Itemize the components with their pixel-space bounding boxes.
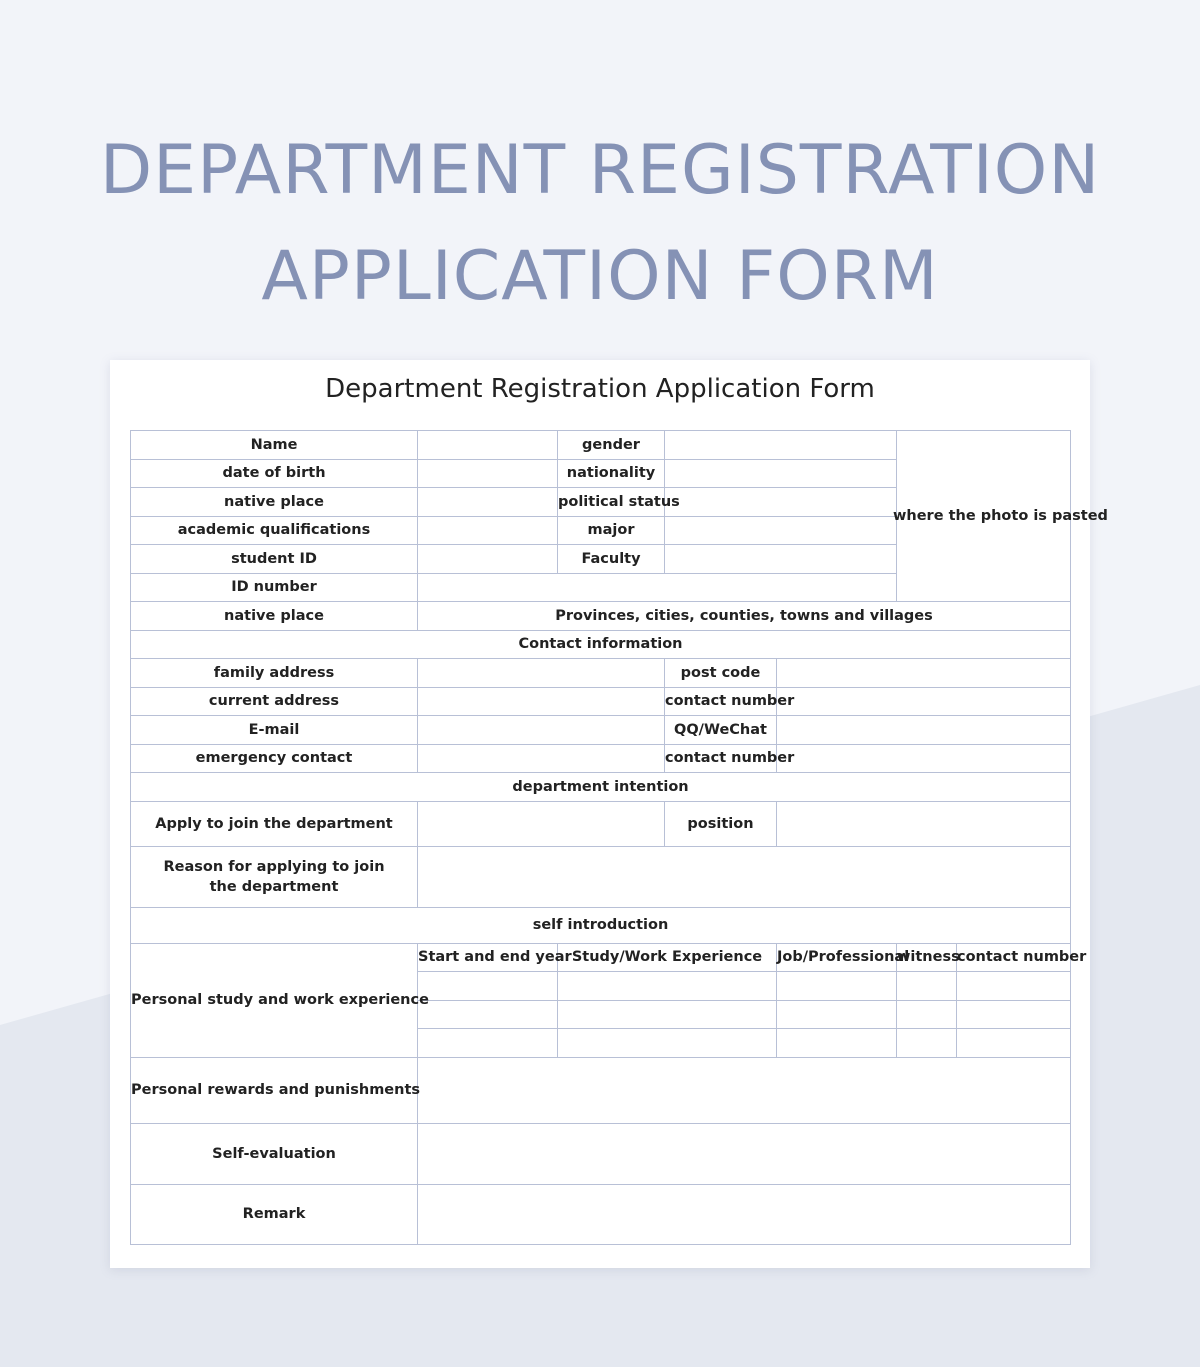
- column-header-study-work-experience: Study/Work Experience: [558, 943, 777, 972]
- column-header-job-professional: Job/Professional: [777, 943, 897, 972]
- table-row: [131, 687, 1071, 716]
- input-nationality[interactable]: [665, 459, 897, 488]
- cell-contact-number[interactable]: [957, 972, 1071, 1001]
- label-native-place-2: native place: [131, 602, 418, 631]
- input-faculty[interactable]: [665, 545, 897, 574]
- input-political-status[interactable]: [665, 488, 897, 517]
- label-date-of-birth: date of birth: [131, 459, 418, 488]
- label-family-address: family address: [131, 659, 418, 688]
- input-gender[interactable]: [665, 431, 897, 460]
- input-qq-wechat[interactable]: [777, 716, 1071, 745]
- table-row: [131, 1123, 1071, 1184]
- input-name[interactable]: [418, 431, 558, 460]
- table-row: [131, 602, 1071, 631]
- cell-study-work-experience[interactable]: [558, 1029, 777, 1058]
- cell-study-work-experience[interactable]: [558, 972, 777, 1001]
- input-student-id[interactable]: [418, 545, 558, 574]
- table-row: [131, 431, 1071, 460]
- cell-start-end-year[interactable]: [418, 1029, 558, 1058]
- input-emergency-contact-number[interactable]: [777, 744, 1071, 773]
- label-email: E-mail: [131, 716, 418, 745]
- section-header-department-intention: department intention: [131, 773, 1071, 802]
- label-post-code: post code: [665, 659, 777, 688]
- input-remark[interactable]: [418, 1184, 1071, 1244]
- column-header-witness: witness: [897, 943, 957, 972]
- registration-form-table: [130, 430, 1108, 1245]
- form-sheet: [110, 360, 1108, 1268]
- input-contact-number[interactable]: [777, 687, 1071, 716]
- table-row: [131, 846, 1071, 907]
- input-current-address[interactable]: [418, 687, 665, 716]
- column-header-contact-number: contact number: [957, 943, 1071, 972]
- section-header-self-introduction: self introduction: [131, 907, 1071, 943]
- label-student-id: student ID: [131, 545, 418, 574]
- table-row: [131, 744, 1071, 773]
- input-family-address[interactable]: [418, 659, 665, 688]
- cell-start-end-year[interactable]: [418, 972, 558, 1001]
- label-contact-number: contact number: [665, 687, 777, 716]
- table-row: [131, 659, 1071, 688]
- table-row: [131, 907, 1071, 943]
- hero-line-2: APPLICATION FORM: [261, 237, 939, 316]
- label-academic-qualifications: academic qualifications: [131, 516, 418, 545]
- input-native-place[interactable]: [418, 488, 558, 517]
- cell-contact-number[interactable]: [957, 1029, 1071, 1058]
- input-post-code[interactable]: [777, 659, 1071, 688]
- table-row: [131, 801, 1071, 846]
- input-major[interactable]: [665, 516, 897, 545]
- cell-job-professional[interactable]: [777, 1029, 897, 1058]
- column-header-start-end-year: Start and end year: [418, 943, 558, 972]
- input-reason[interactable]: [418, 846, 1071, 907]
- label-name: Name: [131, 431, 418, 460]
- input-apply-department[interactable]: [418, 801, 665, 846]
- label-major: major: [558, 516, 665, 545]
- input-native-place-detail[interactable]: Provinces, cities, counties, towns and villages: [418, 602, 1071, 631]
- cell-contact-number[interactable]: [957, 1000, 1071, 1029]
- input-rewards-punishments[interactable]: [418, 1057, 1071, 1123]
- table-row: [131, 1184, 1071, 1244]
- photo-area[interactable]: [893, 431, 1108, 602]
- input-self-evaluation[interactable]: [418, 1123, 1071, 1184]
- hero-heading: [0, 118, 1200, 330]
- label-gender: gender: [558, 431, 665, 460]
- label-rewards-punishments: Personal rewards and punishments: [131, 1057, 418, 1123]
- label-emergency-contact: emergency contact: [131, 744, 418, 773]
- cell-start-end-year[interactable]: [418, 1000, 558, 1029]
- photo-placeholder-text: where the photo is pasted: [893, 508, 1108, 524]
- label-id-number: ID number: [131, 573, 418, 602]
- input-email[interactable]: [418, 716, 665, 745]
- label-reason: Reason for applying to join the department: [131, 846, 418, 907]
- input-id-number[interactable]: [418, 573, 897, 602]
- cell-witness[interactable]: [897, 972, 957, 1001]
- table-row: [131, 716, 1071, 745]
- table-row: [131, 1057, 1071, 1123]
- cell-job-professional[interactable]: [777, 1000, 897, 1029]
- cell-witness[interactable]: [897, 1000, 957, 1029]
- label-current-address: current address: [131, 687, 418, 716]
- table-row: [131, 943, 1071, 972]
- label-position: position: [665, 801, 777, 846]
- hero-line-1: DEPARTMENT REGISTRATION: [99, 131, 1101, 210]
- label-apply-department: Apply to join the department: [131, 801, 418, 846]
- table-row: [131, 773, 1071, 802]
- cell-witness[interactable]: [897, 1029, 957, 1058]
- label-native-place: native place: [131, 488, 418, 517]
- input-date-of-birth[interactable]: [418, 459, 558, 488]
- cell-job-professional[interactable]: [777, 972, 897, 1001]
- input-academic-qualifications[interactable]: [418, 516, 558, 545]
- label-remark: Remark: [131, 1184, 418, 1244]
- input-position[interactable]: [777, 801, 1071, 846]
- label-faculty: Faculty: [558, 545, 665, 574]
- label-political-status: political status: [558, 488, 665, 517]
- label-qq-wechat: QQ/WeChat: [665, 716, 777, 745]
- input-emergency-contact[interactable]: [418, 744, 665, 773]
- label-nationality: nationality: [558, 459, 665, 488]
- form-title: Department Registration Application Form: [325, 374, 875, 404]
- table-row: [131, 630, 1071, 659]
- section-header-contact: Contact information: [131, 630, 1071, 659]
- label-emergency-contact-number: contact number: [665, 744, 777, 773]
- cell-study-work-experience[interactable]: [558, 1000, 777, 1029]
- label-self-evaluation: Self-evaluation: [131, 1123, 418, 1184]
- label-study-work-experience: Personal study and work experience: [131, 943, 418, 1057]
